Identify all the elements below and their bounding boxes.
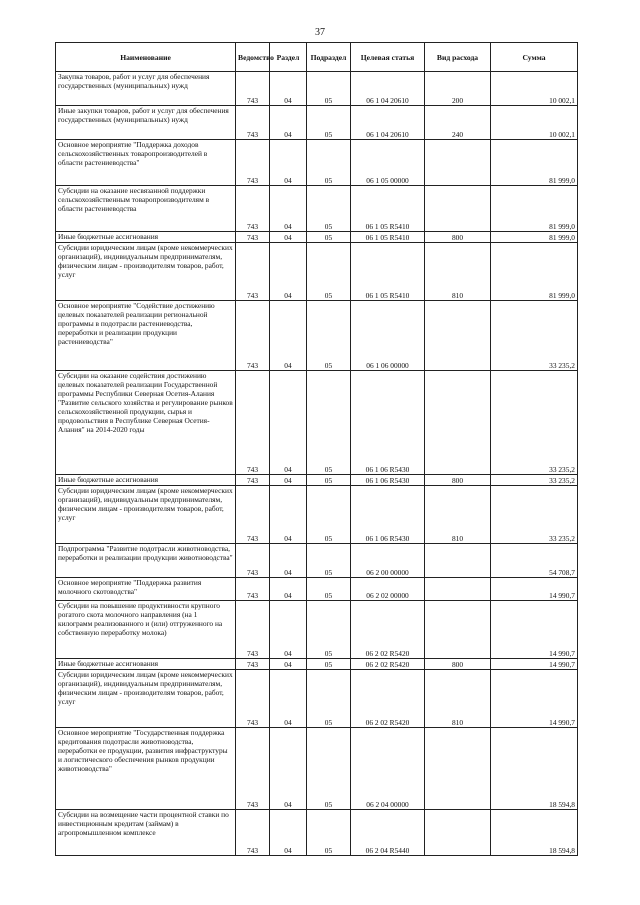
row-expense-type (425, 301, 491, 371)
table-row (56, 243, 578, 301)
row-ministry: 743 (236, 371, 270, 475)
row-name: Субсидии юридическим лицам (кроме некоммерческих организаций), индивидуальным предпринимателям, физическим лицам - производителям товаров, работ, услуг (56, 670, 236, 728)
row-amount: 18 594,8 (491, 810, 578, 856)
row-ministry: 743 (236, 810, 270, 856)
table-row (56, 601, 578, 659)
row-subsection: 05 (307, 659, 351, 670)
row-ministry: 743 (236, 72, 270, 106)
row-section: 04 (270, 371, 307, 475)
page-number: 37 (315, 27, 325, 38)
row-ministry: 743 (236, 544, 270, 578)
row-subsection: 05 (307, 601, 351, 659)
row-expense-type (425, 601, 491, 659)
row-amount: 81 999,0 (491, 186, 578, 232)
row-target-article: 06 2 04 R5440 (351, 810, 425, 856)
table-row (56, 659, 578, 670)
row-name: Субсидии на повышение продуктивности крупного рогатого скота молочного направления (на 1 килограмм реализованного и (или) отгруженного на собственную переработку молока) (56, 601, 236, 659)
row-expense-type (425, 140, 491, 186)
row-name: Субсидии на возмещение части процентной ставки по инвестиционным кредитам (займам) в агропромышленном комплексе (56, 810, 236, 856)
row-amount: 33 235,2 (491, 301, 578, 371)
header-name: Наименование (56, 43, 236, 72)
row-amount: 10 002,1 (491, 106, 578, 140)
row-section: 04 (270, 140, 307, 186)
row-target-article: 06 1 05 R5410 (351, 186, 425, 232)
table-row (56, 72, 578, 106)
table-row (56, 544, 578, 578)
row-name: Иные бюджетные ассигнования (56, 659, 236, 670)
row-section: 04 (270, 475, 307, 486)
table-row (56, 486, 578, 544)
row-expense-type: 800 (425, 659, 491, 670)
row-amount: 14 990,7 (491, 601, 578, 659)
row-section: 04 (270, 544, 307, 578)
row-target-article: 06 2 00 00000 (351, 544, 425, 578)
row-ministry: 743 (236, 670, 270, 728)
header-target-article: Целевая статья (351, 43, 425, 72)
header-row (56, 43, 578, 72)
row-expense-type: 810 (425, 486, 491, 544)
table-row (56, 371, 578, 475)
row-subsection: 05 (307, 544, 351, 578)
row-amount: 81 999,0 (491, 140, 578, 186)
row-target-article: 06 1 05 00000 (351, 140, 425, 186)
row-subsection: 05 (307, 486, 351, 544)
table-row (56, 728, 578, 810)
row-section: 04 (270, 301, 307, 371)
row-target-article: 06 1 05 R5410 (351, 243, 425, 301)
row-section: 04 (270, 486, 307, 544)
table-row (56, 106, 578, 140)
row-section: 04 (270, 670, 307, 728)
row-name: Основное мероприятие "Содействие достижению целевых показателей реализации региональной программы в подотрасли растениеводства, переработки и реализации продукции растениеводства" (56, 301, 236, 371)
table-row (56, 232, 578, 243)
row-target-article: 06 1 05 R5410 (351, 232, 425, 243)
row-section: 04 (270, 243, 307, 301)
row-ministry: 743 (236, 186, 270, 232)
row-expense-type: 200 (425, 72, 491, 106)
row-ministry: 743 (236, 140, 270, 186)
row-subsection: 05 (307, 140, 351, 186)
row-target-article: 06 2 02 R5420 (351, 601, 425, 659)
table-row (56, 475, 578, 486)
row-target-article: 06 2 02 R5420 (351, 659, 425, 670)
row-expense-type: 810 (425, 670, 491, 728)
row-section: 04 (270, 601, 307, 659)
row-ministry: 743 (236, 659, 270, 670)
row-name: Иные бюджетные ассигнования (56, 475, 236, 486)
row-section: 04 (270, 232, 307, 243)
row-name: Субсидии юридическим лицам (кроме некоммерческих организаций), индивидуальным предпринимателям, физическим лицам - производителям товаров, работ, услуг (56, 243, 236, 301)
row-ministry: 743 (236, 232, 270, 243)
row-name: Основное мероприятие "Поддержка развития молочного скотоводства" (56, 578, 236, 601)
table-row (56, 578, 578, 601)
row-amount: 33 235,2 (491, 475, 578, 486)
row-amount: 14 990,7 (491, 659, 578, 670)
row-amount: 81 999,0 (491, 243, 578, 301)
row-target-article: 06 2 02 00000 (351, 578, 425, 601)
row-name: Субсидии на оказание содействия достижению целевых показателей реализации Государственной программы Республики Северная Осетия-Алания "Развитие сельского хозяйства и регулирование рынков сельскохозяйственной продукции, сырья и продовольствия в Республике Северная Осетия-Алания" на 2014-2020 годы (56, 371, 236, 475)
row-expense-type (425, 186, 491, 232)
row-expense-type (425, 371, 491, 475)
budget-table (55, 42, 578, 856)
row-amount: 14 990,7 (491, 670, 578, 728)
row-expense-type: 800 (425, 475, 491, 486)
header-amount: Сумма (491, 43, 578, 72)
row-expense-type (425, 810, 491, 856)
row-amount: 33 235,2 (491, 486, 578, 544)
row-name: Основное мероприятие "Поддержка доходов сельскохозяйственных товаропроизводителей в области растениеводства" (56, 140, 236, 186)
row-subsection: 05 (307, 371, 351, 475)
header-ministry: Ведомство (236, 43, 270, 72)
table-header (56, 43, 578, 72)
table-row (56, 140, 578, 186)
row-name: Иные бюджетные ассигнования (56, 232, 236, 243)
row-amount: 81 999,0 (491, 232, 578, 243)
row-subsection: 05 (307, 106, 351, 140)
row-ministry: 743 (236, 106, 270, 140)
row-name: Основное мероприятие "Государственная поддержка кредитования подотрасли животноводства, переработки ее продукции, развития инфраструктуры и логистического обеспечения рынков продукции животноводства" (56, 728, 236, 810)
row-section: 04 (270, 186, 307, 232)
row-expense-type (425, 728, 491, 810)
row-target-article: 06 1 06 00000 (351, 301, 425, 371)
table-row (56, 186, 578, 232)
row-expense-type (425, 578, 491, 601)
row-ministry: 743 (236, 475, 270, 486)
row-ministry: 743 (236, 578, 270, 601)
row-subsection: 05 (307, 72, 351, 106)
row-target-article: 06 1 06 R5430 (351, 475, 425, 486)
row-subsection: 05 (307, 301, 351, 371)
row-section: 04 (270, 728, 307, 810)
row-ministry: 743 (236, 601, 270, 659)
row-subsection: 05 (307, 186, 351, 232)
row-name: Закупка товаров, работ и услуг для обеспечения государственных (муниципальных) нужд (56, 72, 236, 106)
table-row (56, 301, 578, 371)
row-target-article: 06 2 04 00000 (351, 728, 425, 810)
table-row (56, 670, 578, 728)
row-target-article: 06 1 06 R5430 (351, 486, 425, 544)
header-section: Раздел (270, 43, 307, 72)
row-subsection: 05 (307, 243, 351, 301)
row-ministry: 743 (236, 301, 270, 371)
row-expense-type (425, 544, 491, 578)
row-expense-type: 810 (425, 243, 491, 301)
row-target-article: 06 1 04 20610 (351, 72, 425, 106)
row-section: 04 (270, 72, 307, 106)
row-subsection: 05 (307, 232, 351, 243)
table-body (56, 72, 578, 856)
row-name: Субсидии юридическим лицам (кроме некоммерческих организаций), индивидуальным предпринимателям, физическим лицам - производителям товаров, работ, услуг (56, 486, 236, 544)
row-amount: 18 594,8 (491, 728, 578, 810)
row-section: 04 (270, 578, 307, 601)
header-subsection: Подраздел (307, 43, 351, 72)
row-amount: 33 235,2 (491, 371, 578, 475)
row-expense-type: 240 (425, 106, 491, 140)
row-subsection: 05 (307, 670, 351, 728)
row-name: Иные закупки товаров, работ и услуг для обеспечения государственных (муниципальных) нужд (56, 106, 236, 140)
row-subsection: 05 (307, 475, 351, 486)
row-subsection: 05 (307, 578, 351, 601)
row-section: 04 (270, 106, 307, 140)
row-target-article: 06 2 02 R5420 (351, 670, 425, 728)
row-target-article: 06 1 04 20610 (351, 106, 425, 140)
row-ministry: 743 (236, 728, 270, 810)
header-expense-type: Вид расхода (425, 43, 491, 72)
row-ministry: 743 (236, 486, 270, 544)
row-section: 04 (270, 810, 307, 856)
row-section: 04 (270, 659, 307, 670)
row-ministry: 743 (236, 243, 270, 301)
row-subsection: 05 (307, 728, 351, 810)
row-amount: 54 708,7 (491, 544, 578, 578)
row-target-article: 06 1 06 R5430 (351, 371, 425, 475)
row-subsection: 05 (307, 810, 351, 856)
table-row (56, 810, 578, 856)
row-amount: 10 002,1 (491, 72, 578, 106)
row-name: Субсидии на оказание несвязанной поддержки сельскохозяйственным товаропроизводителям в области растениеводства (56, 186, 236, 232)
row-amount: 14 990,7 (491, 578, 578, 601)
row-name: Подпрограмма "Развитие подотрасли животноводства, переработки и реализации продукции животноводства" (56, 544, 236, 578)
row-expense-type: 800 (425, 232, 491, 243)
